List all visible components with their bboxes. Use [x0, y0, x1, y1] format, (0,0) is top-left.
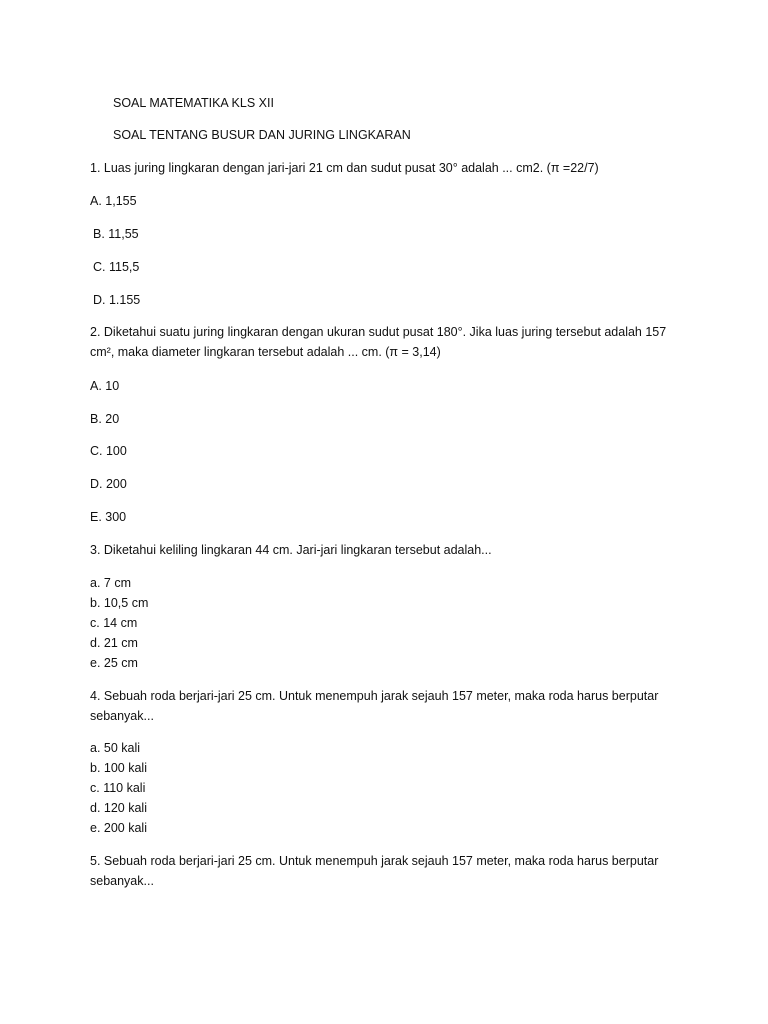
- question-3-option-d: d. 21 cm: [90, 636, 138, 650]
- question-2-option-a: A. 10: [90, 379, 120, 393]
- question-1-option-c: C. 115,5: [93, 260, 140, 274]
- question-4-option-a: a. 50 kali: [90, 741, 141, 755]
- question-3-option-c: c. 14 cm: [90, 616, 138, 630]
- document-subtitle: SOAL TENTANG BUSUR DAN JURING LINGKARAN: [113, 128, 411, 142]
- question-4-text: 4. Sebuah roda berjari-jari 25 cm. Untuk menempuh jarak sejauh 157 meter, maka roda harus berputar sebanyak...: [90, 689, 659, 723]
- question-4-option-e: e. 200 kali: [90, 821, 147, 835]
- document-title: SOAL MATEMATIKA KLS XII: [113, 96, 274, 110]
- question-2-option-b: B. 20: [90, 412, 120, 426]
- question-3-option-e: e. 25 cm: [90, 656, 138, 670]
- question-2-text: 2. Diketahui suatu juring lingkaran dengan ukuran sudut pusat 180°. Jika luas juring tersebut adalah 157 cm², maka diameter lingkaran tersebut adalah ... cm. (π = 3,14): [90, 325, 667, 359]
- question-4-option-b: b. 100 kali: [90, 761, 147, 775]
- question-2-option-c: C. 100: [90, 444, 127, 458]
- question-4-option-d: d. 120 kali: [90, 801, 147, 815]
- question-3-option-b: b. 10,5 cm: [90, 596, 149, 610]
- question-3-text: 3. Diketahui keliling lingkaran 44 cm. Jari-jari lingkaran tersebut adalah...: [90, 543, 492, 557]
- question-2-option-e: E. 300: [90, 510, 127, 524]
- question-5-text: 5. Sebuah roda berjari-jari 25 cm. Untuk menempuh jarak sejauh 157 meter, maka roda harus berputar sebanyak...: [90, 854, 659, 888]
- question-1-option-d: D. 1.155: [93, 293, 141, 307]
- question-3-option-a: a. 7 cm: [90, 576, 131, 590]
- question-1-text: 1. Luas juring lingkaran dengan jari-jari 21 cm dan sudut pusat 30° adalah ... cm2. (π =22/7): [90, 161, 599, 175]
- question-2-option-d: D. 200: [90, 477, 127, 491]
- question-1-option-b: B. 11,55: [93, 227, 139, 241]
- question-1-option-a: A. 1,155: [90, 194, 137, 208]
- question-4-option-c: c. 110 kali: [90, 781, 146, 795]
